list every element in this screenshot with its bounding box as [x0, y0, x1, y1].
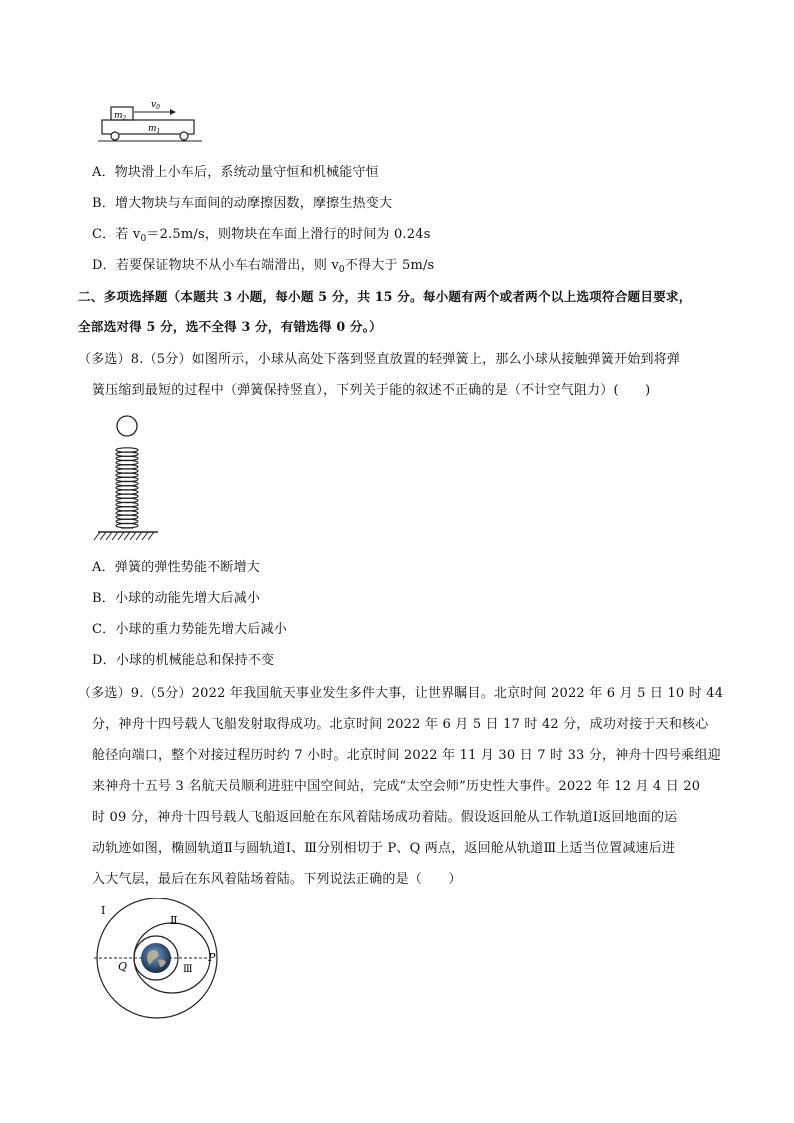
label-Q: Q	[118, 960, 128, 973]
q8-option-a: A．弹簧的弹性势能不断增大	[92, 560, 260, 575]
hatch-line	[112, 532, 118, 540]
section-2-heading-line1: 二、多项选择题（本题共 3 小题，每小题 5 分，共 15 分。每小题有两个或者两个以上选项符合题目要求，	[78, 289, 692, 304]
q9-stem-line2: 分，神舟十四号载人飞船发射取得成功。北京时间 2022 年 6 月 5 日 17 时 42 分，成功对接于天和核心	[92, 717, 709, 732]
section-2-heading-line2: 全部选对得 5 分，选不全得 3 分，有错选得 0 分。）	[78, 319, 382, 334]
q7-option-d: D．若要保证物块不从小车右端滑出，则 $v_0$不得大于 5m/s	[92, 258, 435, 275]
hatch-line	[106, 532, 112, 540]
label-m2: $m_2$	[114, 111, 127, 122]
hatch-line	[142, 532, 148, 540]
q8-option-d: D．小球的机械能总和保持不变	[92, 653, 275, 668]
ground-hatching	[94, 532, 154, 540]
label-I: Ⅰ	[101, 904, 106, 917]
cart-block-figure	[98, 98, 202, 144]
q9-stem-line6: 动轨迹如图，椭圆轨道Ⅱ与圆轨道Ⅰ、Ⅲ分别相切于 P、Q 两点，返回舱从轨道Ⅲ上适当位置减速后进	[92, 841, 676, 856]
q9-stem-line1: （多选）9.（5分）2022 年我国航天事业发生多件大事，让世界瞩目。北京时间 2022 年 6 月 5 日 10 时 44	[78, 686, 724, 701]
hatch-line	[94, 532, 100, 540]
label-m1: $m_1$	[148, 124, 161, 135]
q7-option-b: B．增大物块与车面间的动摩擦因数，摩擦生热变大	[92, 196, 393, 211]
ball-spring-figure	[90, 412, 170, 547]
q8-stem-line2: 簧压缩到最短的过程中（弹簧保持竖直），下列关于能的叙述不正确的是（不计空气阻力）( )	[92, 383, 651, 398]
velocity-arrowhead	[170, 109, 176, 115]
hatch-line	[130, 532, 136, 540]
spring-coils	[116, 448, 138, 528]
label-P: P	[208, 951, 216, 964]
q7-option-c: C．若 $v_0=2.5m/s$，则物块在车面上滑行的时间为 0.24s	[92, 227, 431, 244]
q9-stem-line4: 来神舟十五号 3 名航天员顺利进驻中国空间站，完成“太空会师”历史性大事件。2022 年 12 月 4 日 20	[92, 779, 701, 794]
label-II: Ⅱ	[170, 914, 178, 927]
hatch-line	[118, 532, 124, 540]
wheel-right	[180, 132, 188, 140]
label-v0: $v_0$	[151, 100, 160, 111]
ball	[117, 416, 137, 436]
q8-stem-line1: （多选）8.（5分）如图所示，小球从高处下落到竖直放置的轻弹簧上，那么小球从接触弹簧开始到将弹	[78, 352, 681, 367]
q9-stem-line7: 入大气层，最后在东风着陆场着陆。下列说法正确的是（ ）	[92, 872, 462, 887]
label-III: Ⅲ	[183, 964, 193, 975]
q7-option-a: A．物块滑上小车后，系统动量守恒和机械能守恒	[92, 165, 379, 180]
q9-stem-line5: 时 09 分，神舟十四号载人飞船返回舱在东风着陆场成功着陆。假设返回舱从工作轨道Ⅰ返回地面的运	[92, 810, 678, 825]
hatch-line	[136, 532, 142, 540]
hatch-line	[124, 532, 130, 540]
q9-stem-line3: 舱径向端口，整个对接过程历时约 7 小时。北京时间 2022 年 11 月 30 日 7 时 33 分，神舟十四号乘组迎	[92, 748, 721, 763]
orbit-figure	[90, 898, 230, 1036]
q8-option-b: B．小球的动能先增大后减小	[92, 591, 261, 606]
wheel-left	[111, 132, 119, 140]
hatch-line	[100, 532, 106, 540]
hatch-line	[148, 532, 154, 540]
q8-option-c: C．小球的重力势能先增大后减小	[92, 622, 287, 637]
